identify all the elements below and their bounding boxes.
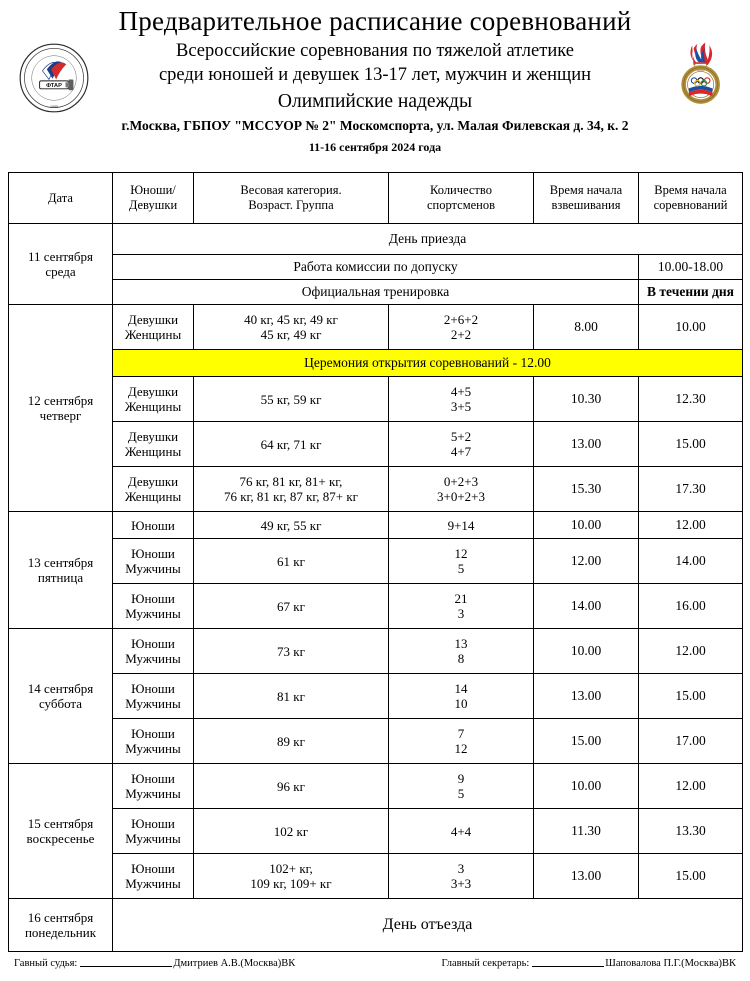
chief-secretary-name: Шаповалова П.Г.(Москва)ВК: [605, 958, 736, 969]
gender-line2: Женщины: [124, 489, 182, 505]
count-cell: [389, 467, 534, 512]
column-header-gender: [113, 173, 194, 224]
gender-line2: Женщины: [124, 399, 182, 415]
date-line1: 14 сентября: [27, 680, 94, 696]
column-header-gender-line2: Девушки: [128, 198, 178, 213]
gender-cell: [113, 629, 194, 674]
competition-schedule-table: [8, 172, 743, 952]
page-title: Предварительное расписание соревнований: [118, 6, 632, 36]
document-header: [0, 0, 750, 154]
start-time-cell: 17.30: [639, 467, 743, 512]
gender-line2: Женщины: [124, 327, 182, 343]
gender-line1: Девушки: [127, 383, 179, 399]
document-footer: [0, 958, 750, 969]
count-line1: 12: [454, 545, 468, 561]
weight-cell: 49 кг, 55 кг: [194, 512, 389, 539]
weighin-time-cell: 10.00: [534, 512, 639, 539]
gender-line1: Юноши: [131, 815, 175, 831]
column-header-weighin-line2: взвешивания: [551, 198, 621, 213]
weight-cell: 61 кг: [194, 539, 389, 584]
ftar-federation-logo: [18, 42, 90, 114]
start-time-cell: 16.00: [639, 584, 743, 629]
count-line2: 4+7: [450, 444, 472, 460]
count-line2: 3: [457, 606, 465, 622]
chief-judge-name: Дмитриев А.В.(Москва)ВК: [173, 958, 296, 969]
column-header-start-line1: Время начала: [654, 183, 727, 198]
weighin-time-cell: 13.00: [534, 854, 639, 899]
date-line1: 15 сентября: [27, 815, 94, 831]
weighin-time-cell: 15.30: [534, 467, 639, 512]
count-line2: 3+3: [450, 876, 472, 892]
count-line2: 5: [457, 786, 465, 802]
gender-cell: [113, 305, 194, 350]
gender-line2: Мужчины: [125, 741, 181, 757]
event-dates: 11-16 сентября 2024 года: [308, 139, 442, 154]
arrival-day-note: День приезда: [113, 224, 743, 255]
date-line2: суббота: [38, 696, 83, 712]
gender-line1: Юноши: [131, 590, 175, 606]
table-row: [9, 224, 743, 255]
weight-cell: 64 кг, 71 кг: [194, 422, 389, 467]
gender-cell: [113, 422, 194, 467]
weight-cell: 89 кг: [194, 719, 389, 764]
count-line2: 3+0+2+3: [437, 489, 485, 505]
gender-line2: Мужчины: [125, 696, 181, 712]
svg-text:1885: 1885: [50, 105, 58, 110]
weight-line2: 76 кг, 81 кг, 87 кг, 87+ кг: [223, 489, 359, 505]
date-line1: 16 сентября: [27, 909, 94, 925]
start-time-cell: 12.30: [639, 377, 743, 422]
gender-line2: Мужчины: [125, 606, 181, 622]
column-header-weight-line1: Весовая категория.: [240, 183, 342, 198]
count-line1: 5+2: [450, 428, 472, 444]
count-line2: 10: [454, 696, 468, 712]
count-line1: 21: [454, 590, 468, 606]
count-cell: [389, 764, 534, 809]
gender-line1: Юноши: [131, 770, 175, 786]
count-line1: 0+2+3: [443, 473, 479, 489]
count-cell: [389, 629, 534, 674]
count-line2: 12: [454, 741, 468, 757]
weighin-time-cell: 10.00: [534, 764, 639, 809]
date-line2: четверг: [39, 408, 82, 424]
count-cell: [389, 854, 534, 899]
count-line2: 5: [457, 561, 465, 577]
column-header-start-time: [639, 173, 743, 224]
count-line1: 13: [454, 635, 468, 651]
gender-line2: Мужчины: [125, 561, 181, 577]
weight-line1: 40 кг, 45 кг, 49 кг: [244, 311, 338, 327]
start-time-cell: 12.00: [639, 512, 743, 539]
gender-line1: Девушки: [127, 428, 179, 444]
chief-secretary-signature: [441, 958, 736, 969]
gender-cell: [113, 764, 194, 809]
chief-judge-signature-line: [80, 966, 172, 967]
gender-line1: Юноши: [131, 725, 175, 741]
weighin-time-cell: 11.30: [534, 809, 639, 854]
gender-line1: Юноши: [131, 680, 175, 696]
table-row: [9, 512, 743, 539]
weight-cell: 81 кг: [194, 674, 389, 719]
gender-line1: Юноши: [131, 860, 175, 876]
opening-ceremony-row: Церемония открытия соревнований - 12.00: [113, 350, 743, 377]
count-cell: [389, 305, 534, 350]
count-line1: 14: [454, 680, 468, 696]
weighin-time-cell: 10.30: [534, 377, 639, 422]
column-header-count-line1: Количество: [430, 183, 492, 198]
commission-note: Работа комиссии по допуску: [113, 255, 639, 280]
gender-cell: [113, 377, 194, 422]
gender-cell: [113, 809, 194, 854]
column-header-weight-line2: Возраст. Группа: [248, 198, 334, 213]
gender-line1: Девушки: [127, 473, 179, 489]
russian-olympic-committee-logo: [664, 40, 736, 112]
event-subtitle: [0, 40, 750, 114]
column-header-count-line2: спортсменов: [426, 198, 496, 213]
weight-cell: [194, 467, 389, 512]
date-cell-day-5: [9, 899, 113, 952]
table-header-row: [9, 173, 743, 224]
count-line1: 3: [457, 860, 465, 876]
start-time-cell: 14.00: [639, 539, 743, 584]
chief-judge-signature: [14, 958, 295, 969]
training-time: В течении дня: [639, 280, 743, 305]
weight-cell: 73 кг: [194, 629, 389, 674]
commission-time: 10.00-18.00: [639, 255, 743, 280]
column-header-weighin-line1: Время начала: [549, 183, 623, 198]
gender-cell: [113, 719, 194, 764]
date-line1: 12 сентября: [27, 392, 94, 408]
chief-secretary-signature-line: [532, 966, 604, 967]
count-cell: [389, 377, 534, 422]
schedule-table-container: [8, 172, 742, 952]
weight-line1: 76 кг, 81 кг, 81+ кг,: [239, 473, 343, 489]
weight-cell: 96 кг: [194, 764, 389, 809]
date-cell-day-0: [9, 224, 113, 305]
departure-day-note: День отъезда: [113, 899, 743, 952]
date-line1: 11 сентября: [27, 248, 93, 264]
start-time-cell: 15.00: [639, 422, 743, 467]
weighin-time-cell: 15.00: [534, 719, 639, 764]
weighin-time-cell: 13.00: [534, 422, 639, 467]
count-cell: 9+14: [389, 512, 534, 539]
start-time-cell: 10.00: [639, 305, 743, 350]
weight-cell: [194, 854, 389, 899]
gender-cell: [113, 539, 194, 584]
start-time-cell: 15.00: [639, 854, 743, 899]
count-line2: 8: [457, 651, 465, 667]
count-cell: [389, 422, 534, 467]
column-header-date: Дата: [9, 173, 113, 224]
table-row: [9, 350, 743, 377]
date-line2: среда: [45, 264, 76, 280]
column-header-athlete-count: [389, 173, 534, 224]
gender-line2: Мужчины: [125, 651, 181, 667]
weight-cell: 55 кг, 59 кг: [194, 377, 389, 422]
start-time-cell: 12.00: [639, 629, 743, 674]
weighin-time-cell: 10.00: [534, 629, 639, 674]
column-header-weighin-time: [534, 173, 639, 224]
weighin-time-cell: 13.00: [534, 674, 639, 719]
start-time-cell: 13.30: [639, 809, 743, 854]
gender-line2: Женщины: [124, 444, 182, 460]
chief-judge-label: Гавный судья:: [14, 958, 78, 969]
start-time-cell: 12.00: [639, 764, 743, 809]
column-header-weight-category: [194, 173, 389, 224]
svg-text:ФТАР: ФТАР: [46, 83, 62, 90]
weight-cell: 67 кг: [194, 584, 389, 629]
weight-line1: 102+ кг,: [269, 860, 313, 876]
weight-cell: [194, 305, 389, 350]
gender-line1: Юноши: [131, 635, 175, 651]
date-line2: пятница: [37, 570, 84, 586]
gender-line2: Мужчины: [125, 876, 181, 892]
subtitle-line-1: Всероссийские соревнования по тяжелой атлетике: [176, 41, 574, 62]
count-line1: 4+5: [450, 383, 472, 399]
gender-cell: [113, 674, 194, 719]
count-line2: 3+5: [450, 399, 472, 415]
date-line1: 13 сентября: [27, 554, 94, 570]
date-cell-day-2: [9, 512, 113, 629]
date-cell-day-4: [9, 764, 113, 899]
table-row: [9, 899, 743, 952]
gender-line1: Девушки: [127, 311, 179, 327]
column-header-start-line2: соревнований: [653, 198, 728, 213]
date-line2: воскресенье: [26, 831, 95, 847]
gender-cell: [113, 854, 194, 899]
venue-address: г.Москва, ГБПОУ "МССУОР № 2" Москомспорта, ул. Малая Филевская д. 34, к. 2: [121, 117, 629, 133]
count-cell: [389, 584, 534, 629]
gender-line2: Мужчины: [125, 786, 181, 802]
column-header-gender-line1: Юноши/: [130, 183, 176, 198]
event-name: Олимпийские надежды: [277, 90, 473, 112]
count-cell: 4+4: [389, 809, 534, 854]
gender-line2: Мужчины: [125, 831, 181, 847]
count-line1: 7: [457, 725, 465, 741]
weight-line2: 109 кг, 109+ кг: [250, 876, 332, 892]
count-line2: 2+2: [450, 327, 472, 343]
gender-cell: [113, 584, 194, 629]
count-cell: [389, 719, 534, 764]
training-note: Официальная тренировка: [113, 280, 639, 305]
weighin-time-cell: 8.00: [534, 305, 639, 350]
start-time-cell: 15.00: [639, 674, 743, 719]
weight-cell: 102 кг: [194, 809, 389, 854]
weighin-time-cell: 14.00: [534, 584, 639, 629]
weighin-time-cell: 12.00: [534, 539, 639, 584]
gender-cell: [113, 467, 194, 512]
count-cell: [389, 539, 534, 584]
start-time-cell: 17.00: [639, 719, 743, 764]
count-cell: [389, 674, 534, 719]
table-row: [9, 280, 743, 305]
date-cell-day-3: [9, 629, 113, 764]
count-line1: 9: [457, 770, 465, 786]
subtitle-line-2: среди юношей и девушек 13-17 лет, мужчин и женщин: [158, 64, 592, 85]
gender-line1: Юноши: [131, 545, 175, 561]
count-line1: 2+6+2: [443, 311, 479, 327]
date-line2: понедельник: [24, 925, 97, 941]
chief-secretary-label: Главный секретарь:: [441, 958, 530, 969]
weight-line2: 45 кг, 49 кг: [260, 327, 322, 343]
date-cell-day-1: [9, 305, 113, 512]
table-row: [9, 255, 743, 280]
gender-cell: Юноши: [113, 512, 194, 539]
